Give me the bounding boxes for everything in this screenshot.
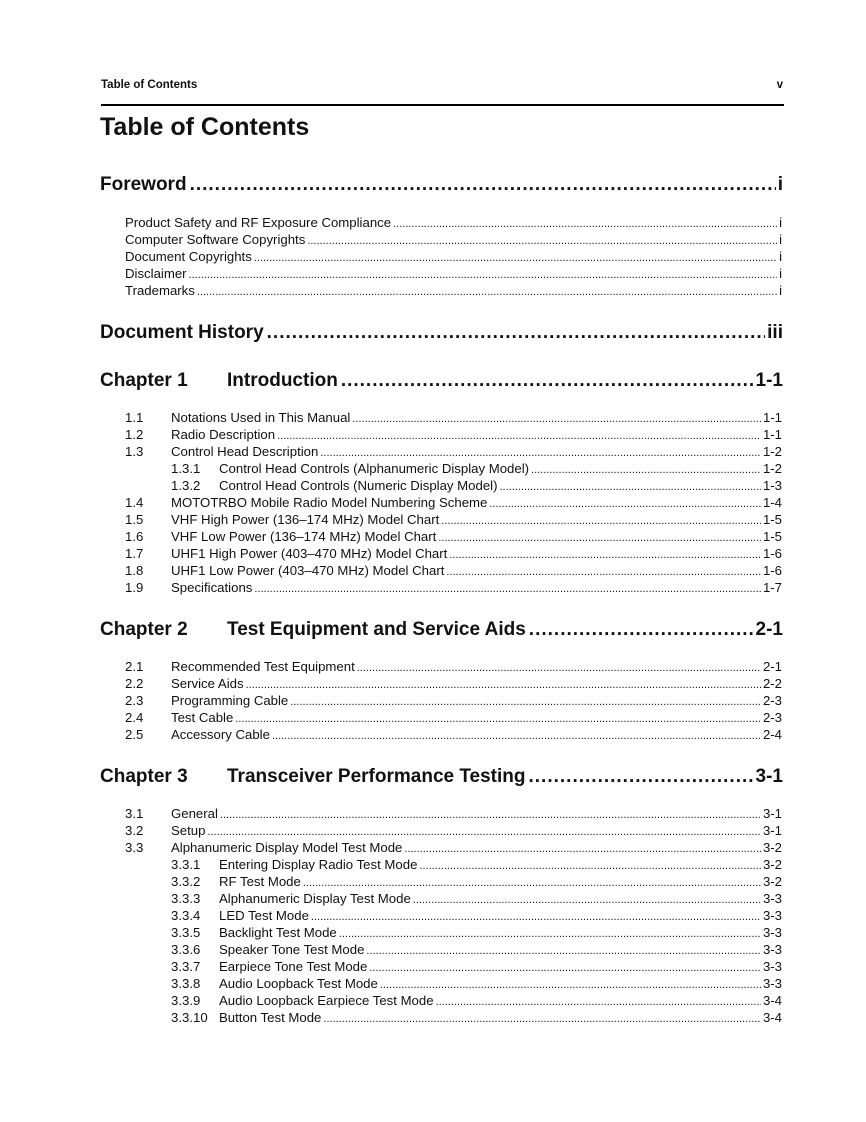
entry-title: Setup xyxy=(171,823,206,838)
dot-leader xyxy=(320,447,761,459)
section-number: 3.3.1 xyxy=(171,857,201,872)
entry-page: 1-2 xyxy=(762,444,782,459)
entry-title: Control Head Description xyxy=(171,444,319,459)
dot-leader xyxy=(366,945,761,957)
dot-leader xyxy=(197,286,777,298)
section-number: 1.8 xyxy=(125,563,144,578)
entry-page: 3-4 xyxy=(762,993,782,1008)
section-number: 1.4 xyxy=(125,495,144,510)
dot-leader xyxy=(500,481,761,493)
page-title: Table of Contents xyxy=(100,113,310,141)
section-number: 3.3.4 xyxy=(171,908,201,923)
toc-subsection[interactable] xyxy=(171,993,782,1010)
entry-page: i xyxy=(779,283,782,298)
entry-title: Computer Software Copyrights xyxy=(125,232,306,247)
entry-page: 1-1 xyxy=(762,427,782,442)
toc-subsection[interactable] xyxy=(171,976,782,993)
toc-section[interactable] xyxy=(125,495,782,512)
toc-section[interactable] xyxy=(125,727,782,744)
dot-leader xyxy=(380,979,761,991)
dot-leader xyxy=(352,413,761,425)
entry-page: 3-3 xyxy=(762,891,782,906)
section-number: 1.7 xyxy=(125,546,144,561)
toc-subsection[interactable] xyxy=(171,908,782,925)
entry-page: i xyxy=(779,232,782,247)
entry-page: 2-3 xyxy=(762,710,782,725)
dot-leader xyxy=(267,322,766,344)
entry-title: Accessory Cable xyxy=(171,727,270,742)
section-number: 3.3.5 xyxy=(171,925,201,940)
section-number: 3.3.6 xyxy=(171,942,201,957)
toc-section[interactable] xyxy=(125,840,782,857)
entry-title: Service Aids xyxy=(171,676,244,691)
entry-title: Disclaimer xyxy=(125,266,187,281)
toc-foreword[interactable] xyxy=(100,174,783,198)
dot-leader xyxy=(369,962,761,974)
section-number: 1.2 xyxy=(125,427,144,442)
toc-foreword-item[interactable] xyxy=(125,283,782,300)
dot-leader xyxy=(290,696,761,708)
entry-title: Control Head Controls (Alphanumeric Display Model) xyxy=(219,461,530,476)
entry-title: Entering Display Radio Test Mode xyxy=(219,857,418,872)
toc-chapter-3[interactable] xyxy=(100,766,783,790)
chapter-number: Chapter 1 xyxy=(100,370,188,391)
section-number: 1.3 xyxy=(125,444,144,459)
toc-section[interactable] xyxy=(125,512,782,529)
entry-page: iii xyxy=(767,322,783,343)
header-rule xyxy=(101,104,784,106)
section-number: 2.2 xyxy=(125,676,144,691)
entry-page: 1-1 xyxy=(762,410,782,425)
entry-page: 3-1 xyxy=(755,766,783,787)
entry-page: 2-4 xyxy=(762,727,782,742)
entry-page: 1-1 xyxy=(755,370,783,391)
toc-subsection[interactable] xyxy=(171,478,782,495)
dot-leader xyxy=(339,928,761,940)
toc-subsection[interactable] xyxy=(171,874,782,891)
dot-leader xyxy=(235,713,761,725)
entry-page: 3-3 xyxy=(762,908,782,923)
section-number: 3.1 xyxy=(125,806,144,821)
entry-title: Recommended Test Equipment xyxy=(171,659,355,674)
toc-section[interactable] xyxy=(125,410,782,427)
dot-leader xyxy=(413,894,761,906)
dot-leader xyxy=(189,269,778,281)
entry-title: UHF1 High Power (403–470 MHz) Model Chart xyxy=(171,546,448,561)
dot-leader xyxy=(441,515,761,527)
dot-leader xyxy=(311,911,761,923)
toc-foreword-item[interactable] xyxy=(125,249,782,266)
section-number: 1.9 xyxy=(125,580,144,595)
toc-section[interactable] xyxy=(125,444,782,461)
entry-title: Button Test Mode xyxy=(219,1010,322,1025)
section-number: 3.3 xyxy=(125,840,144,855)
dot-leader xyxy=(190,174,776,196)
running-header-title: Table of Contents xyxy=(101,79,198,91)
entry-title: RF Test Mode xyxy=(219,874,301,889)
entry-page: i xyxy=(779,215,782,230)
toc-subsection[interactable] xyxy=(171,857,782,874)
entry-title: Test Cable xyxy=(171,710,234,725)
toc-section[interactable] xyxy=(125,676,782,693)
dot-leader xyxy=(436,996,761,1008)
section-number: 2.5 xyxy=(125,727,144,742)
dot-leader xyxy=(207,826,760,838)
toc-chapter-2[interactable] xyxy=(100,619,783,643)
toc-subsection[interactable] xyxy=(171,942,782,959)
entry-title: Transceiver Performance Testing xyxy=(227,766,526,787)
chapter-number: Chapter 2 xyxy=(100,619,188,640)
entry-title: Audio Loopback Earpiece Test Mode xyxy=(219,993,434,1008)
entry-title: Alphanumeric Display Test Mode xyxy=(219,891,411,906)
entry-page: 1-3 xyxy=(762,478,782,493)
section-number: 3.3.8 xyxy=(171,976,201,991)
entry-title: Product Safety and RF Exposure Compliance xyxy=(125,215,392,230)
dot-leader xyxy=(357,662,761,674)
toc-foreword-item[interactable] xyxy=(125,232,782,249)
entry-page: 1-6 xyxy=(762,563,782,578)
entry-title: Audio Loopback Test Mode xyxy=(219,976,378,991)
entry-title: MOTOTRBO Mobile Radio Model Numbering Scheme xyxy=(171,495,488,510)
entry-title: LED Test Mode xyxy=(219,908,309,923)
entry-page: 3-3 xyxy=(762,976,782,991)
dot-leader xyxy=(419,860,761,872)
toc-chapter-1[interactable] xyxy=(100,370,783,394)
dot-leader xyxy=(307,235,777,247)
dot-leader xyxy=(393,218,777,230)
entry-page: 3-1 xyxy=(762,806,782,821)
entry-page: i xyxy=(779,266,782,281)
section-number: 2.4 xyxy=(125,710,144,725)
entry-title: UHF1 Low Power (403–470 MHz) Model Chart xyxy=(171,563,445,578)
section-number: 2.3 xyxy=(125,693,144,708)
entry-title: Programming Cable xyxy=(171,693,289,708)
entry-page: 3-2 xyxy=(762,857,782,872)
toc-section[interactable] xyxy=(125,823,782,840)
toc-subsection[interactable] xyxy=(171,959,782,976)
entry-page: 2-1 xyxy=(762,659,782,674)
entry-title: Document Copyrights xyxy=(125,249,252,264)
entry-title: General xyxy=(171,806,218,821)
section-number: 3.3.10 xyxy=(171,1010,208,1025)
chapter-number: Chapter 3 xyxy=(100,766,188,787)
section-number: 1.3.1 xyxy=(171,461,201,476)
entry-title: Speaker Tone Test Mode xyxy=(219,942,365,957)
entry-title: Notations Used in This Manual xyxy=(171,410,351,425)
entry-page: 2-2 xyxy=(762,676,782,691)
section-number: 1.1 xyxy=(125,410,144,425)
toc-foreword-item[interactable] xyxy=(125,266,782,283)
dot-leader xyxy=(404,843,761,855)
dot-leader xyxy=(341,370,754,392)
entry-title: Specifications xyxy=(171,580,253,595)
dot-leader xyxy=(254,583,761,595)
entry-page: 1-5 xyxy=(762,512,782,527)
section-number: 2.1 xyxy=(125,659,144,674)
section-number: 3.3.2 xyxy=(171,874,201,889)
toc-section[interactable] xyxy=(125,563,782,580)
dot-leader xyxy=(277,430,761,442)
dot-leader xyxy=(489,498,761,510)
dot-leader xyxy=(438,532,761,544)
page-number: v xyxy=(776,79,783,91)
entry-title: Earpiece Tone Test Mode xyxy=(219,959,368,974)
section-number: 3.3.7 xyxy=(171,959,201,974)
toc-document-history[interactable] xyxy=(100,322,783,346)
dot-leader xyxy=(254,252,777,264)
entry-page: 3-3 xyxy=(762,942,782,957)
section-number: 1.5 xyxy=(125,512,144,527)
dot-leader xyxy=(303,877,761,889)
entry-title: Document History xyxy=(100,322,264,343)
entry-title: VHF High Power (136–174 MHz) Model Chart xyxy=(171,512,440,527)
section-number: 3.2 xyxy=(125,823,144,838)
entry-page: 1-5 xyxy=(762,529,782,544)
toc-foreword-item[interactable] xyxy=(125,215,782,232)
entry-title: Test Equipment and Service Aids xyxy=(227,619,526,640)
dot-leader xyxy=(272,730,761,742)
running-header xyxy=(101,79,784,93)
entry-page: 2-1 xyxy=(755,619,783,640)
dot-leader xyxy=(529,766,754,788)
entry-page: 1-6 xyxy=(762,546,782,561)
toc-subsection[interactable] xyxy=(171,925,782,942)
entry-page: 3-2 xyxy=(762,840,782,855)
entry-page: i xyxy=(779,249,782,264)
entry-title: Backlight Test Mode xyxy=(219,925,337,940)
section-number: 3.3.3 xyxy=(171,891,201,906)
entry-title: Radio Description xyxy=(171,427,276,442)
dot-leader xyxy=(531,464,761,476)
entry-title: Alphanumeric Display Model Test Mode xyxy=(171,840,403,855)
entry-page: 1-7 xyxy=(762,580,782,595)
dot-leader xyxy=(220,809,761,821)
entry-title: Trademarks xyxy=(125,283,195,298)
section-number: 1.6 xyxy=(125,529,144,544)
toc-section[interactable] xyxy=(125,710,782,727)
entry-page: 1-2 xyxy=(762,461,782,476)
toc-section[interactable] xyxy=(125,427,782,444)
toc-section[interactable] xyxy=(125,806,782,823)
toc-section[interactable] xyxy=(125,546,782,563)
toc-subsection[interactable] xyxy=(171,1010,782,1027)
entry-page: 2-3 xyxy=(762,693,782,708)
toc-section[interactable] xyxy=(125,529,782,546)
entry-title: VHF Low Power (136–174 MHz) Model Chart xyxy=(171,529,437,544)
section-number: 1.3.2 xyxy=(171,478,201,493)
dot-leader xyxy=(529,619,754,641)
entry-page: 1-4 xyxy=(762,495,782,510)
entry-title: Control Head Controls (Numeric Display Model) xyxy=(219,478,498,493)
entry-page: 3-3 xyxy=(762,959,782,974)
entry-page: 3-3 xyxy=(762,925,782,940)
dot-leader xyxy=(246,679,761,691)
entry-page: i xyxy=(777,174,783,195)
toc-subsection[interactable] xyxy=(171,891,782,908)
toc-section[interactable] xyxy=(125,693,782,710)
dot-leader xyxy=(446,566,761,578)
section-number: 3.3.9 xyxy=(171,993,201,1008)
toc-section[interactable] xyxy=(125,580,782,597)
dot-leader xyxy=(323,1013,761,1025)
entry-page: 3-1 xyxy=(762,823,782,838)
entry-title: Foreword xyxy=(100,174,187,195)
dot-leader xyxy=(449,549,761,561)
entry-page: 3-4 xyxy=(762,1010,782,1025)
entry-page: 3-2 xyxy=(762,874,782,889)
toc-section[interactable] xyxy=(125,659,782,676)
toc-subsection[interactable] xyxy=(171,461,782,478)
entry-title: Introduction xyxy=(227,370,338,391)
